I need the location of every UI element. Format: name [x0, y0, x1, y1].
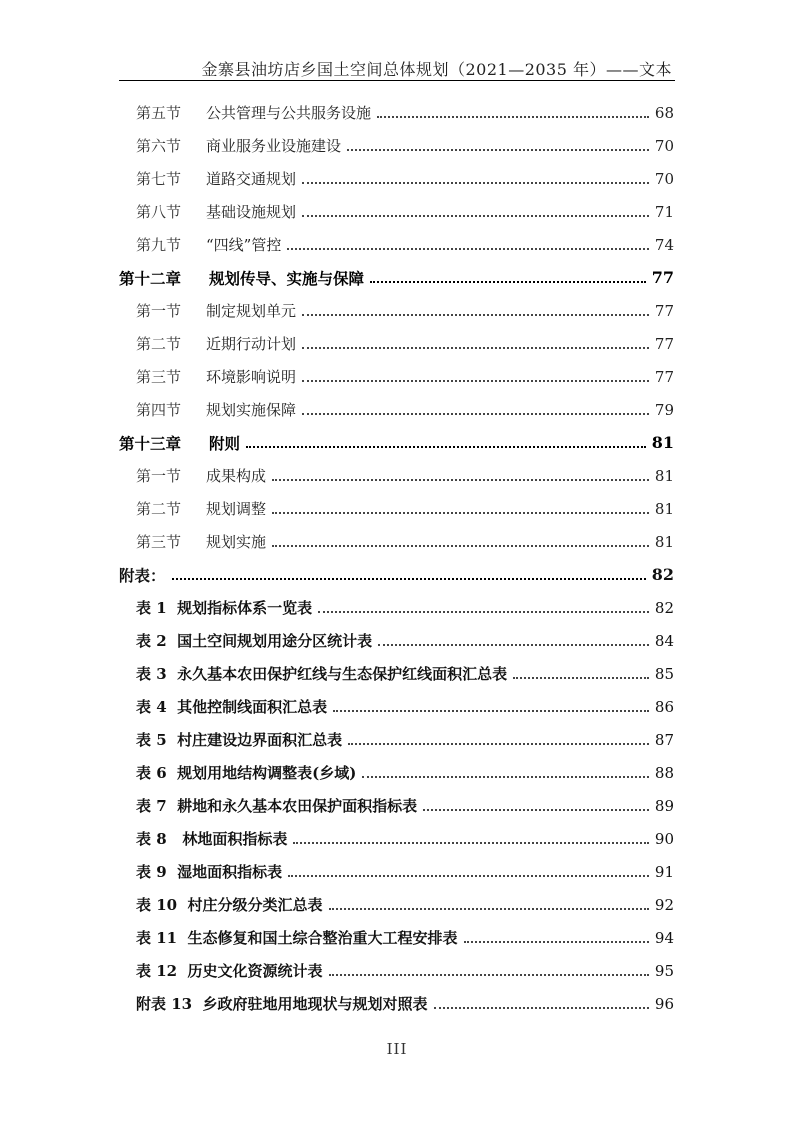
header-rule	[119, 80, 675, 81]
toc-entry-page: 91	[654, 862, 674, 881]
toc-dot-leader	[370, 281, 646, 283]
toc-dot-leader	[288, 875, 649, 877]
toc-entry-page: 84	[654, 631, 674, 650]
toc-entry-title: 公共管理与公共服务设施	[206, 104, 372, 122]
toc-entry-title: 表 4 其他控制线面积汇总表	[136, 698, 328, 716]
toc-entry-page: 82	[651, 565, 674, 584]
toc-entry-page: 86	[654, 697, 674, 716]
toc-entry-section[interactable]	[119, 294, 674, 327]
toc-entry-chapter[interactable]	[119, 426, 674, 459]
toc-entry-section[interactable]	[119, 129, 674, 162]
toc-dot-leader	[318, 611, 649, 613]
toc-dot-leader	[246, 446, 646, 448]
table-of-contents	[119, 96, 674, 1020]
toc-dot-leader	[347, 149, 649, 151]
toc-dot-leader	[272, 545, 649, 547]
toc-entry-number: 第一节	[136, 467, 182, 485]
toc-entry-number: 第六节	[136, 137, 182, 155]
toc-entry-page: 87	[654, 730, 674, 749]
toc-entry-page: 92	[654, 895, 674, 914]
toc-dot-leader	[434, 1007, 649, 1009]
toc-entry-page: 70	[654, 169, 674, 188]
toc-entry-title: 近期行动计划	[206, 335, 297, 353]
toc-entry-section[interactable]	[119, 525, 674, 558]
toc-entry-section[interactable]	[119, 360, 674, 393]
toc-entry-title: 道路交通规划	[206, 170, 297, 188]
toc-entry-table[interactable]	[119, 822, 674, 855]
toc-entry-page: 95	[654, 961, 674, 980]
toc-entry-section[interactable]	[119, 96, 674, 129]
toc-dot-leader	[348, 743, 649, 745]
toc-entry-table[interactable]	[119, 987, 674, 1020]
toc-dot-leader	[423, 809, 649, 811]
toc-entry-page: 82	[654, 598, 674, 617]
toc-entry-page: 96	[654, 994, 674, 1013]
toc-entry-section[interactable]	[119, 228, 674, 261]
toc-entry-number: 第十三章	[119, 433, 182, 453]
document-header-title: 金寨县油坊店乡国土空间总体规划（2021—2035 年）——文本	[201, 60, 672, 79]
toc-entry-page: 70	[654, 136, 674, 155]
toc-entry-number: 第九节	[136, 236, 182, 254]
toc-entry-title: 附表：	[119, 565, 166, 585]
toc-entry-page: 81	[654, 466, 674, 485]
toc-entry-title: 规划实施	[206, 533, 267, 551]
toc-entry-page: 81	[654, 532, 674, 551]
toc-entry-title: 表 3 永久基本农田保护红线与生态保护红线面积汇总表	[136, 665, 508, 683]
toc-entry-number: 第四节	[136, 401, 182, 419]
toc-entry-page: 79	[654, 400, 674, 419]
toc-entry-title: 表 7 耕地和永久基本农田保护面积指标表	[136, 797, 418, 815]
toc-entry-number: 第三节	[136, 368, 182, 386]
toc-entry-page: 81	[651, 433, 674, 452]
page-number: III	[386, 1040, 408, 1058]
toc-entry-title: 表 11 生态修复和国土综合整治重大工程安排表	[136, 929, 458, 947]
toc-dot-leader	[329, 974, 649, 976]
toc-entry-page: 77	[654, 367, 674, 386]
toc-entry-title: 表 1 规划指标体系一览表	[136, 599, 313, 617]
toc-entry-number: 第二节	[136, 335, 182, 353]
toc-entry-table[interactable]	[119, 855, 674, 888]
toc-entry-title: 表 5 村庄建设边界面积汇总表	[136, 731, 343, 749]
toc-entry-title: 表 9 湿地面积指标表	[136, 863, 283, 881]
toc-entry-page: 77	[654, 301, 674, 320]
toc-dot-leader	[302, 380, 649, 382]
toc-entry-number: 第一节	[136, 302, 182, 320]
toc-entry-page: 88	[654, 763, 674, 782]
toc-entry-page: 89	[654, 796, 674, 815]
toc-entry-title: 规划调整	[206, 500, 267, 518]
toc-entry-page: 77	[654, 334, 674, 353]
toc-entry-title: 基础设施规划	[206, 203, 297, 221]
toc-entry-number: 第二节	[136, 500, 182, 518]
toc-dot-leader	[329, 908, 649, 910]
toc-entry-title: “四线”管控	[206, 236, 282, 254]
toc-dot-leader	[302, 314, 649, 316]
toc-dot-leader	[377, 116, 649, 118]
toc-entry-title: 环境影响说明	[206, 368, 297, 386]
toc-entry-number: 第七节	[136, 170, 182, 188]
toc-entry-title: 表 12 历史文化资源统计表	[136, 962, 323, 980]
toc-entry-title: 规划实施保障	[206, 401, 297, 419]
toc-entry-section[interactable]	[119, 327, 674, 360]
toc-entry-page: 94	[654, 928, 674, 947]
toc-dot-leader	[272, 512, 649, 514]
toc-entry-title: 表 8 林地面积指标表	[136, 830, 288, 848]
toc-entry-title: 商业服务业设施建设	[206, 137, 342, 155]
toc-entry-section[interactable]	[119, 459, 674, 492]
toc-entry-page: 74	[654, 235, 674, 254]
toc-entry-page: 81	[654, 499, 674, 518]
toc-dot-leader	[272, 479, 649, 481]
toc-dot-leader	[302, 182, 649, 184]
toc-dot-leader	[333, 710, 649, 712]
toc-entry-title: 表 6 规划用地结构调整表(乡域)	[136, 764, 357, 782]
toc-dot-leader	[172, 578, 646, 580]
toc-entry-title: 附则	[209, 433, 241, 453]
toc-entry-title: 成果构成	[206, 467, 267, 485]
toc-entry-table[interactable]	[119, 756, 674, 789]
toc-entry-title: 制定规划单元	[206, 302, 297, 320]
toc-entry-number: 第三节	[136, 533, 182, 551]
toc-entry-table[interactable]	[119, 657, 674, 690]
toc-entry-table[interactable]	[119, 690, 674, 723]
toc-entry-table[interactable]	[119, 954, 674, 987]
toc-entry-section[interactable]	[119, 162, 674, 195]
toc-entry-section[interactable]	[119, 195, 674, 228]
toc-dot-leader	[302, 413, 649, 415]
toc-dot-leader	[362, 776, 649, 778]
toc-dot-leader	[378, 644, 649, 646]
toc-entry-table[interactable]	[119, 591, 674, 624]
toc-entry-page: 77	[651, 268, 674, 287]
toc-dot-leader	[302, 215, 649, 217]
toc-entry-title: 表 2 国土空间规划用途分区统计表	[136, 632, 373, 650]
toc-entry-table[interactable]	[119, 723, 674, 756]
toc-entry-title: 附表 13 乡政府驻地用地现状与规划对照表	[136, 995, 428, 1013]
toc-entry-title: 规划传导、实施与保障	[209, 268, 365, 288]
toc-entry-table[interactable]	[119, 789, 674, 822]
toc-entry-table[interactable]	[119, 624, 674, 657]
toc-dot-leader	[464, 941, 649, 943]
toc-entry-section[interactable]	[119, 492, 674, 525]
toc-entry-number: 第十二章	[119, 268, 182, 288]
toc-entry-number: 第八节	[136, 203, 182, 221]
toc-dot-leader	[302, 347, 649, 349]
toc-entry-page: 90	[654, 829, 674, 848]
toc-entry-number: 第五节	[136, 104, 182, 122]
toc-entry-chapter[interactable]	[119, 261, 674, 294]
toc-entry-page: 68	[654, 103, 674, 122]
toc-entry-page: 85	[654, 664, 674, 683]
toc-entry-table[interactable]	[119, 921, 674, 954]
toc-dot-leader	[293, 842, 649, 844]
toc-dot-leader	[513, 677, 649, 679]
toc-entry-section[interactable]	[119, 393, 674, 426]
toc-entry-table[interactable]	[119, 888, 674, 921]
toc-entry-page: 71	[654, 202, 674, 221]
toc-entry-appendix[interactable]	[119, 558, 674, 591]
toc-dot-leader	[287, 248, 649, 250]
toc-entry-title: 表 10 村庄分级分类汇总表	[136, 896, 323, 914]
